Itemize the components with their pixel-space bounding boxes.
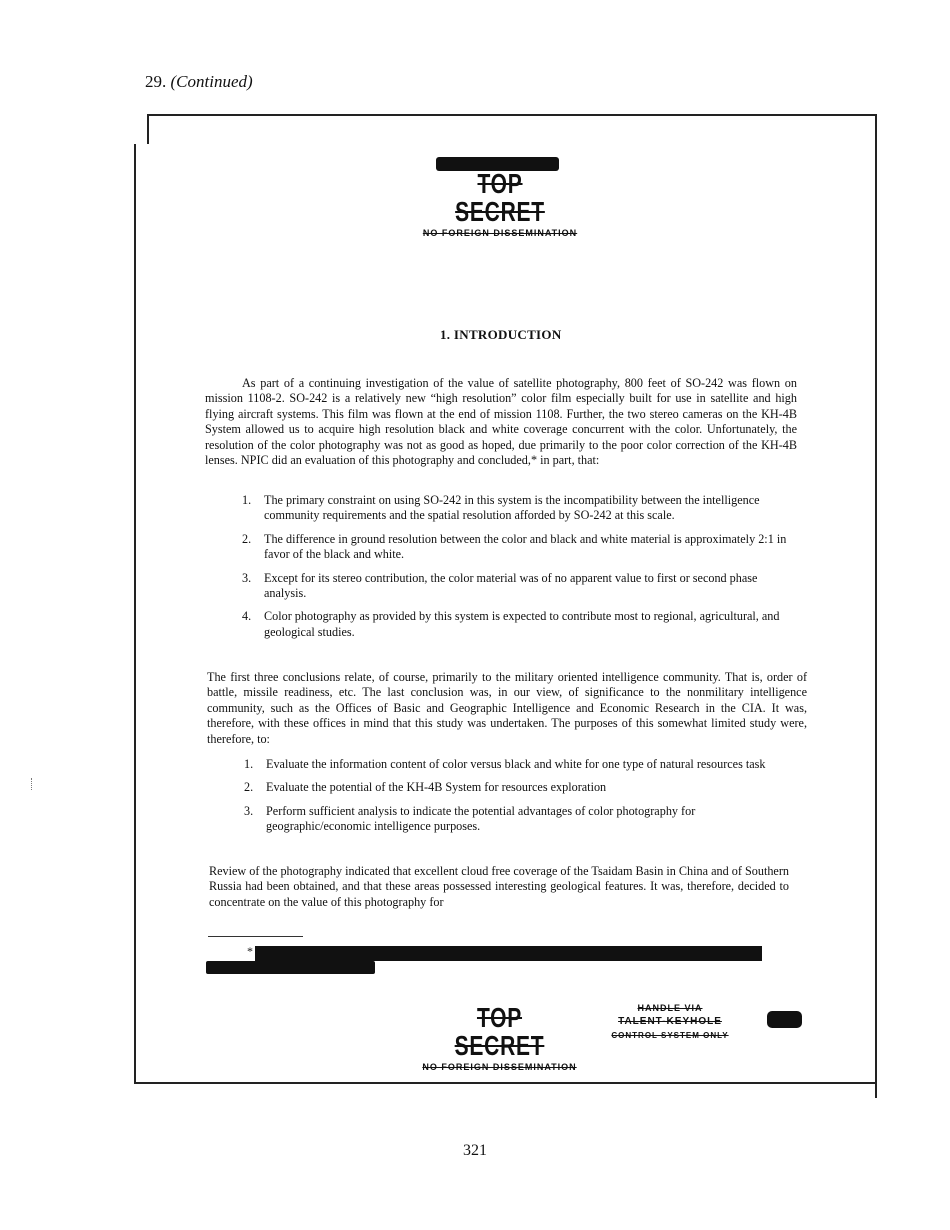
section-title: 1. INTRODUCTION [440, 327, 562, 342]
handle-line-2: TALENT-KEYHOLE [618, 1016, 722, 1027]
page-number: 321 [463, 1142, 487, 1159]
list-text: The primary constraint on using SO-242 in this system is the incompatibility between the intelligence community requirements and the spatial resolution afforded by SO-242 at this scale. [264, 493, 760, 523]
header-number: 29. [145, 72, 167, 91]
top-classification-sub: NO FOREIGN DISSEMINATION [422, 228, 578, 238]
list-number: 1. [242, 493, 252, 507]
list-text: The difference in ground resolution between the color and black and white material is approximately 2:1 in favor of the black and white. [264, 531, 787, 562]
conclusions-list [242, 493, 800, 648]
redaction-footnote-1 [255, 946, 762, 961]
handling-caveat [590, 1003, 750, 1040]
scan-mark [31, 778, 33, 790]
final-paragraph [209, 864, 789, 910]
list-number: 2. [242, 531, 252, 546]
top-classification-label: TOP SECRET [455, 168, 545, 227]
handle-line-1: HANDLE VIA [637, 1003, 703, 1013]
intro-text: As part of a continuing investigation of the value of satellite photography, 800 feet of SO-242 was flown on mission 1108-2. SO-242 is a relatively new “high resolution” color film especially built for use in satellite and high flying aircraft systems. This film was flown at the end of mission 1108. Further, the two stereo cameras on the KH-4B System allowed us to acquire high resolution black and white coverage concurrent with the color. Unfortunately, the resolution of the color photography was not as good as hoped, due primarily to the poor color correction of the KH-4B lenses. NPIC did an evaluation of this photography and concluded,* in part, that: [205, 376, 797, 468]
list-item [242, 571, 800, 602]
list-item [244, 804, 800, 835]
handle-line-3: CONTROL SYSTEM ONLY [611, 1031, 729, 1040]
bottom-classification-sub: NO FOREIGN DISSEMINATION [422, 1062, 577, 1072]
purposes-list [244, 757, 800, 843]
list-number: 1. [244, 757, 254, 771]
list-text: Except for its stereo contribution, the color material was of no apparent value to first or second phase analysis. [264, 570, 758, 601]
footnote-divider [208, 936, 303, 937]
intro-paragraph [205, 376, 797, 468]
list-text: Color photography as provided by this system is expected to contribute most to regional, agricultural, and geological studies. [264, 609, 780, 639]
list-number: 4. [242, 609, 252, 624]
list-number: 2. [244, 780, 254, 795]
list-number: 3. [242, 570, 252, 585]
middle-text: The first three conclusions relate, of course, primarily to the military oriented intelligence community. That is, order of battle, missile readiness, etc. The last conclusion was, in our view, of significance to the nonmilitary intelligence community, such as the Offices of Basic and Geographic Intelligence and Economic Research in the CIA. It was, therefore, with these offices in mind that this study was undertaken. The purposes of this somewhat limited study were, therefore, to: [207, 670, 807, 746]
list-item [242, 493, 800, 524]
bottom-classification-label: TOP SECRET [454, 1002, 545, 1061]
list-text: Evaluate the information content of color versus black and white for one type of natural resources task [266, 757, 766, 771]
redaction-footnote-2 [206, 961, 375, 974]
header-continued: (Continued) [170, 72, 253, 91]
bottom-classification [412, 1004, 587, 1072]
page-header [145, 72, 253, 92]
list-item [244, 757, 800, 772]
top-classification [410, 170, 590, 238]
redaction-bottom-right [767, 1011, 802, 1028]
middle-paragraph [207, 670, 807, 747]
footnote-marker: * [247, 944, 253, 958]
list-text: Evaluate the potential of the KH-4B System for resources exploration [266, 780, 607, 795]
list-item [242, 532, 800, 563]
list-item [242, 609, 800, 640]
final-text: Review of the photography indicated that excellent cloud free coverage of the Tsaidam Basin in China and of Southern Russia had been obtained, and that these areas possessed interesting geological features. It was, therefore, decided to concentrate on the value of this photography for [209, 864, 789, 909]
list-text: Perform sufficient analysis to indicate the potential advantages of color photography for geographic/economic intelligence purposes. [266, 803, 696, 834]
list-item [244, 780, 800, 795]
list-number: 3. [244, 803, 254, 818]
